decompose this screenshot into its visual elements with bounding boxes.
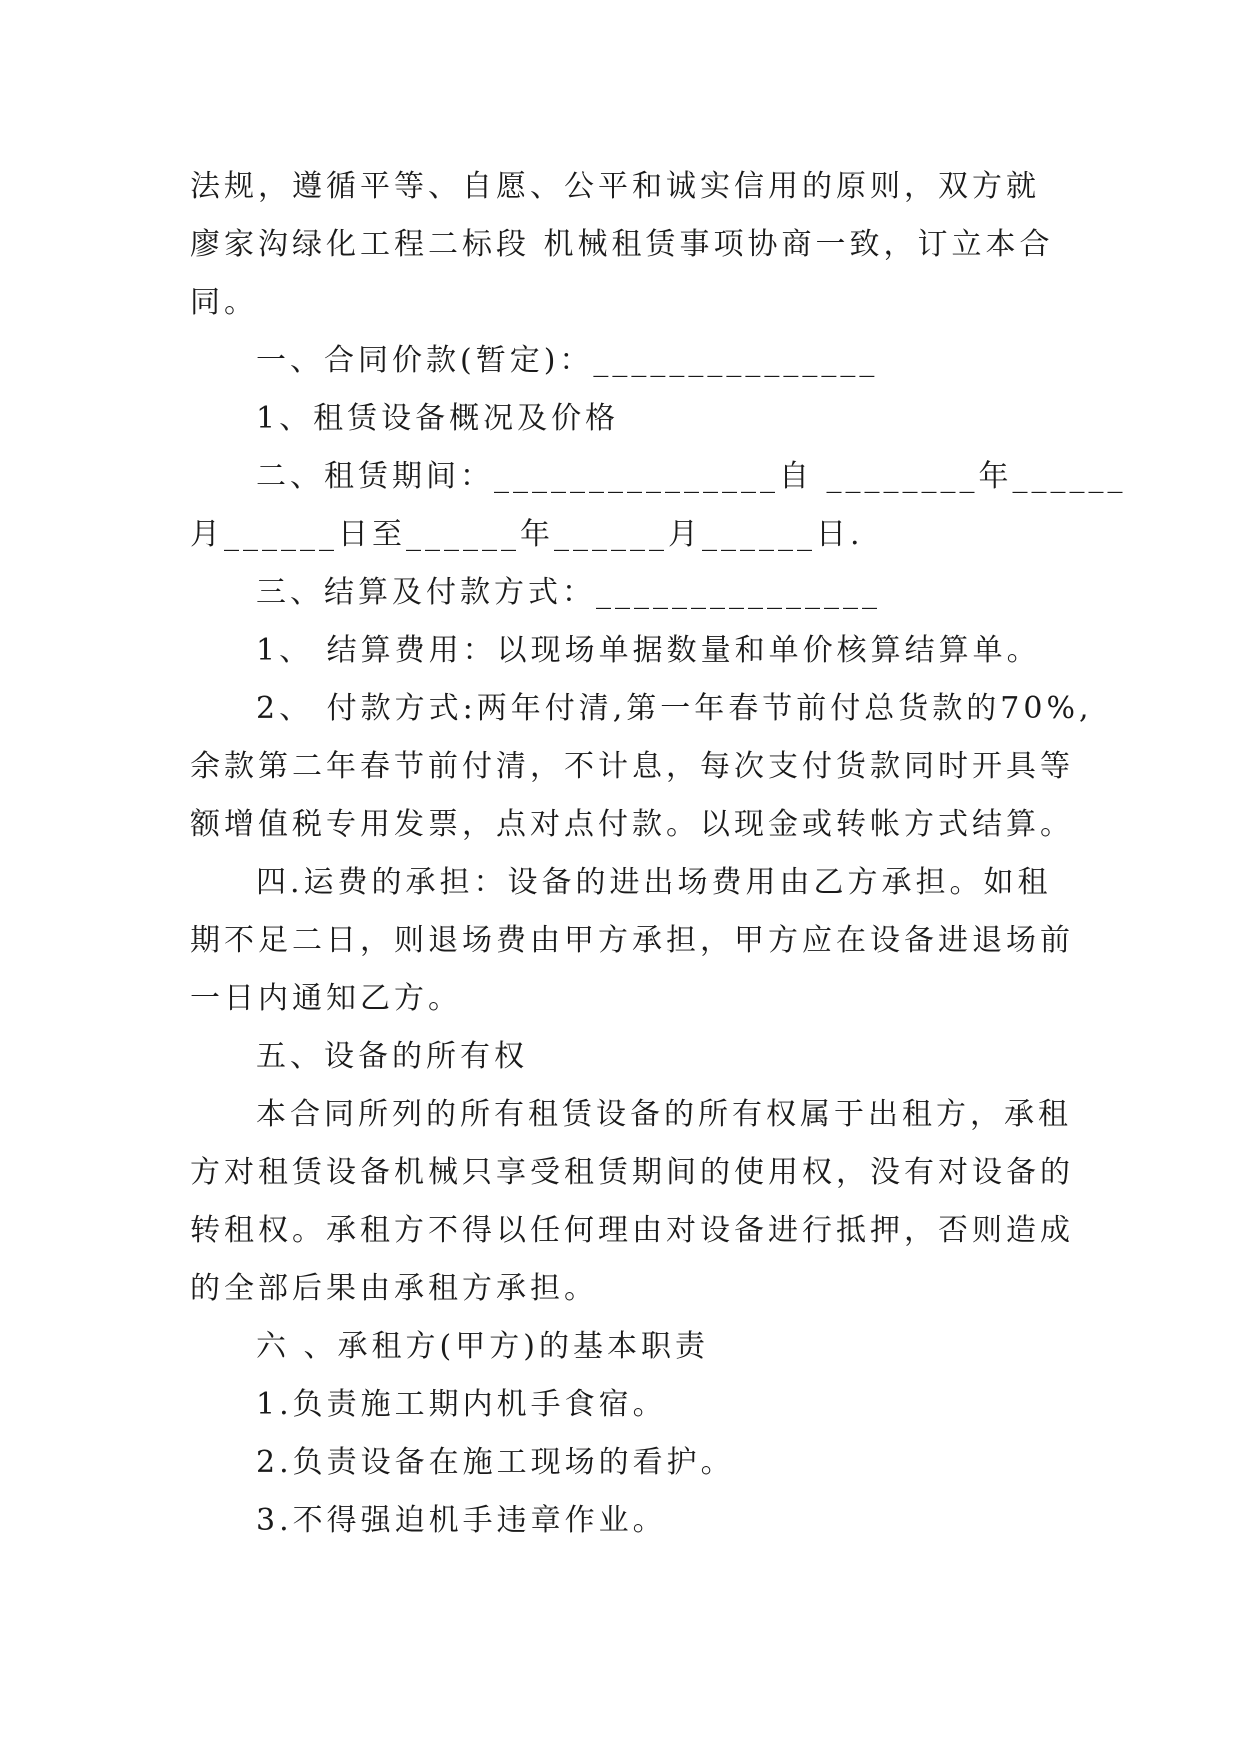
section-heading: 五、设备的所有权: [256, 1039, 528, 1074]
clause-line: 1、租赁设备概况及价格: [256, 401, 620, 436]
text-line: 转租权。承租方不得以任何理由对设备进行抵押，否则造成: [190, 1213, 1074, 1248]
text-line: 方对租赁设备机械只享受租赁期间的使用权，没有对设备的: [190, 1155, 1074, 1190]
text-line: 余款第二年春节前付清，不计息，每次支付货款同时开具等: [190, 749, 1074, 784]
text-line: 一日内通知乙方。: [190, 981, 462, 1016]
text-line: 月______日至______年______月______日.: [190, 517, 864, 552]
section-heading: 二、租赁期间：_______________自 ________年______: [256, 459, 1127, 494]
section-heading: 四.运费的承担：设备的进出场费用由乙方承担。如租: [256, 865, 1052, 900]
section-heading: 一、合同价款(暂定)：_______________: [256, 343, 879, 378]
clause-line: 1、 结算费用：以现场单据数量和单价核算结算单。: [256, 633, 1041, 668]
text-line: 法规，遵循平等、自愿、公平和诚实信用的原则，双方就: [190, 169, 1040, 204]
clause-line: 2.负责设备在施工现场的看护。: [256, 1445, 735, 1480]
clause-line: 2、 付款方式:两年付清,第一年春节前付总货款的70%,: [256, 691, 1093, 726]
section-heading: 三、结算及付款方式：_______________: [256, 575, 881, 610]
text-line: 额增值税专用发票，点对点付款。以现金或转帐方式结算。: [190, 807, 1074, 842]
contract-body: [190, 158, 1127, 1550]
text-line: 的全部后果由承租方承担。: [190, 1271, 598, 1306]
clause-line: 3.不得强迫机手违章作业。: [256, 1503, 667, 1538]
text-line: 廖家沟绿化工程二标段 机械租赁事项协商一致，订立本合: [190, 227, 1054, 262]
text-line: 同。: [190, 285, 258, 320]
paragraph-line: 本合同所列的所有租赁设备的所有权属于出租方，承租: [256, 1097, 1072, 1132]
text-line: 期不足二日，则退场费由甲方承担，甲方应在设备进退场前: [190, 923, 1074, 958]
section-heading: 六 、承租方(甲方)的基本职责: [256, 1329, 709, 1364]
clause-line: 1.负责施工期内机手食宿。: [256, 1387, 667, 1422]
